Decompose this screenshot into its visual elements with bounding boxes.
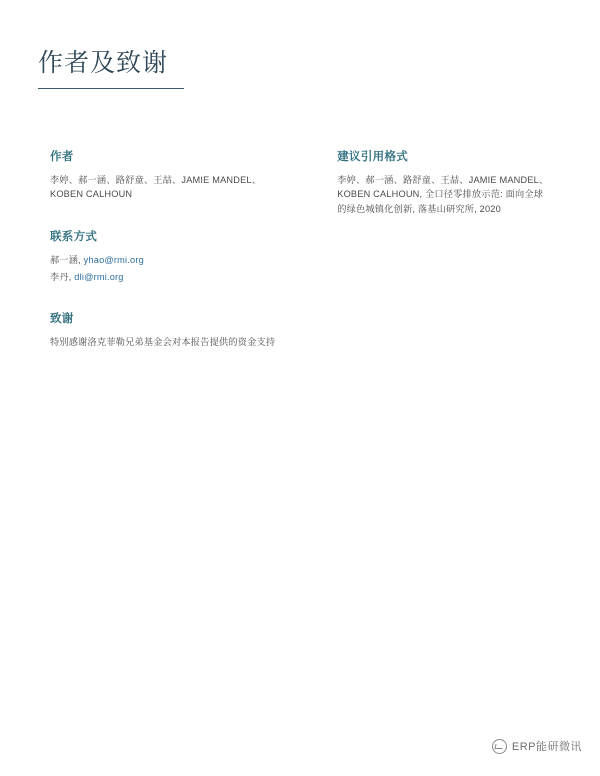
citation-body: 李婷、郝一涵、路舒童、王喆、JAMIE MANDEL、KOBEN CALHOUN, 全口径零排放示范: 面向全球的绿色城镇化创新, 落基山研究所, 2020 bbox=[337, 175, 549, 214]
contact-name: 郝一涵, bbox=[50, 254, 84, 265]
citation-section bbox=[337, 148, 550, 216]
watermark bbox=[492, 738, 582, 754]
left-column bbox=[50, 148, 279, 375]
contact-heading: 联系方式 bbox=[50, 230, 98, 243]
wechat-icon bbox=[492, 739, 507, 754]
content-columns bbox=[50, 148, 550, 375]
contact-email-link[interactable]: dli@rmi.org bbox=[74, 271, 124, 282]
contact-section bbox=[50, 228, 279, 285]
watermark-label: ERP能研微讯 bbox=[511, 741, 582, 753]
contact-entry bbox=[50, 270, 279, 284]
title-underline-rule bbox=[38, 88, 184, 89]
contact-name: 李丹, bbox=[50, 271, 75, 282]
contact-email-link[interactable]: yhao@rmi.org bbox=[83, 254, 144, 265]
acknowledgement-section bbox=[50, 310, 279, 349]
authors-heading: 作者 bbox=[50, 151, 74, 163]
citation-heading: 建议引用格式 bbox=[337, 151, 409, 163]
acknowledgement-heading: 致谢 bbox=[50, 313, 74, 325]
contact-entry bbox=[50, 253, 279, 267]
authors-section bbox=[50, 148, 279, 202]
page-title: 作者及致谢 bbox=[38, 49, 169, 77]
authors-list: 李婷、郝一涵、路舒童、王喆、JAMIE MANDEL、KOBEN CALHOUN bbox=[50, 175, 262, 200]
acknowledgement-body: 特别感谢洛克菲勒兄弟基金会对本报告提供的资金支持 bbox=[50, 337, 276, 347]
title-block bbox=[38, 48, 458, 89]
right-column bbox=[279, 148, 550, 375]
